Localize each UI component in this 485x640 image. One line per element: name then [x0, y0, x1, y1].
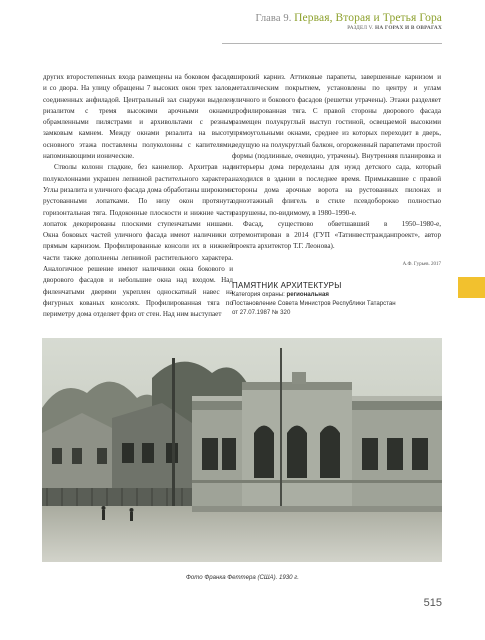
monument-title: ПАМЯТНИК АРХИТЕКТУРЫ: [232, 281, 342, 291]
category-label: Категория охраны:: [232, 291, 285, 299]
left-paragraph-1: других второстепенных входа размещены на боковом фасаде и со двора. На улицу обращены 7 высоких окон трех залов, соединенных анфиладой. Центральный зал снаружи выделен ризалитом с тремя высокими арочными окнами, обрамленными пилястрами и архивольтами с резным замковым камнем. Между окнами ризалита на высоту основного этажа поставлены полуколонны с капителями, напоминающими ионические.: [43, 73, 233, 161]
protection-category: [232, 291, 441, 300]
section-title: НА ГОРАХ И В ОВРАГАХ: [375, 25, 442, 31]
page-number: 515: [423, 597, 442, 609]
monument-info-block: [232, 280, 441, 318]
left-text-column: [43, 72, 233, 321]
historic-photo: [42, 338, 442, 562]
running-header: [255, 12, 442, 31]
right-text-column: [232, 72, 441, 318]
left-paragraph-2: Стволы колонн гладкие, без каннелюр. Архитрав над полуколоннами украшен лепниной растительного характера. Углы ризалита и уличного фасада дома обработаны широкими рустованными лопатками. По низу окон протянута горизонтальная тяга. Подоконные плоскости и нижние части лопаток декорированы плоскими ступенчатыми нишами. Окна боковых частей уличного фасада имеют наличники с прямым карнизом. Профилированные консоли их в нижней части также дополнены лепниной растительного характера. Аналогичное решение имеют наличники окна бокового и дворового фасадов и небольшие окна над входом. Над филенчатыми дверями укреплен односкатный навес на фигурных кованых консолях. Профилированная тяга по периметру дома отделяет фриз от стен. Над ним выступает: [43, 163, 233, 319]
right-paragraph-1: широкий карниз. Аттиковые парапеты, завершенные карнизом и металлическим покрытием, установлены по центру и углам уличного и бокового фасадов (решетки утрачены). Этажи разделяет профилированная тяга. С правой стороны дворового фасада размещен полукруглый выступ гостиной, освещаемой высокими прямоугольными окнами, среднее из которых переходит в дверь, ведущую на полукруглый балкон, огороженный парапетами простой формы (подлинные, очевидно, утрачены). Внутренняя планировка и интерьеры дома переделаны для нужд детского сада, который находился в здании в последнее время. Примыкавшие с правой стороны дома арочные ворота на рустованных пилонах и одноэтажный флигель в стиле псевдоборокко полностью разрушены, по-видимому, в 1980–1990-е.: [232, 73, 441, 217]
author-signature: А.Ф. Гурьев. 2017: [402, 261, 441, 267]
street-house-photo-image: [42, 338, 442, 562]
right-paragraph-2: Фасад, существово обветшавший в 1950–1980-е, отремонтирован в 2014 (ГУП «Татинвестгражданпроект», автор проекта архитектор Т.Г. Леонова).: [232, 219, 441, 251]
header-divider: [222, 43, 442, 44]
chapter-heading: [255, 12, 442, 24]
chapter-tab-marker: [458, 277, 485, 298]
decree-line-2: от 27.07.1987 № 320: [232, 308, 291, 316]
chapter-title: Первая, Вторая и Третья Гора: [294, 12, 442, 24]
section-heading: [255, 25, 442, 31]
decree-line-1: Постановление Совета Министров Республики Татарстан: [232, 300, 396, 308]
section-prefix: РАЗДЕЛ V.: [347, 25, 374, 31]
chapter-number: Глава 9.: [255, 13, 292, 24]
photo-caption: Фото Франка Феттера (США). 1930 г.: [186, 574, 299, 581]
category-value: региональная: [286, 291, 329, 299]
